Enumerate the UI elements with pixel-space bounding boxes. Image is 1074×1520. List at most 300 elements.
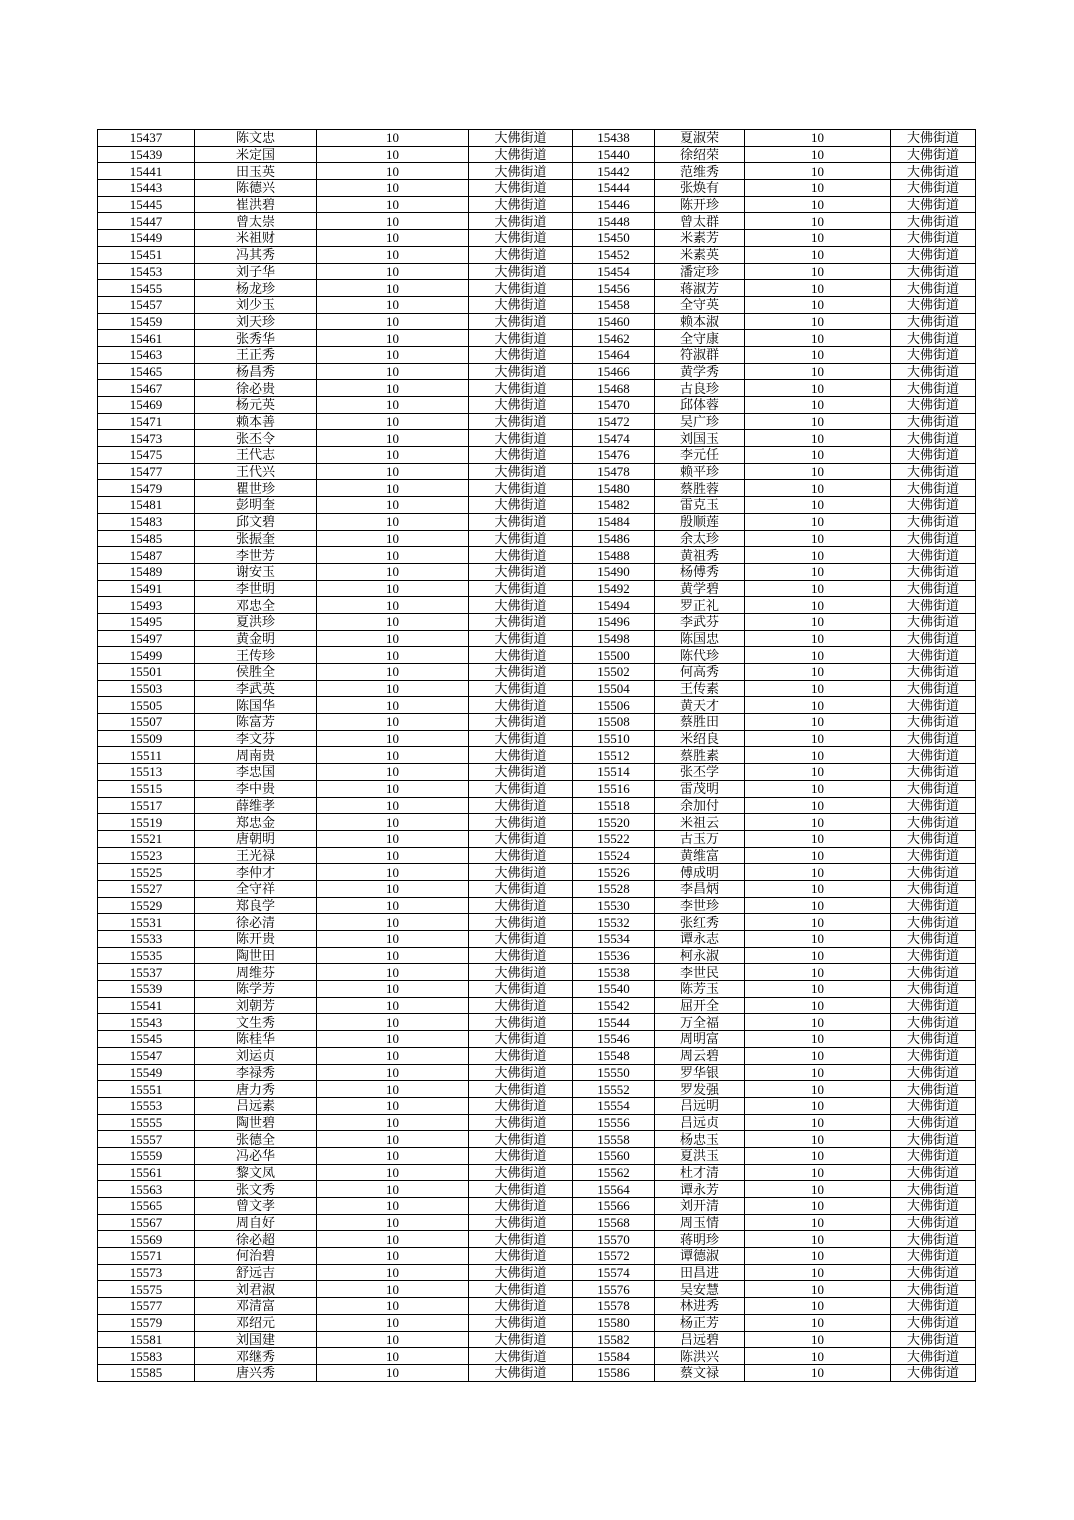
right-street-name-cell: 大佛街道: [891, 947, 976, 964]
left-person-name-cell: 赖本善: [195, 413, 317, 430]
right-amount-cell: 10: [745, 981, 891, 998]
left-record-id-cell: 15501: [98, 664, 195, 681]
right-person-name-cell: 符淑群: [655, 346, 745, 363]
right-person-name-cell: 雷克玉: [655, 497, 745, 514]
left-street-name-cell: 大佛街道: [469, 1064, 573, 1081]
right-street-name-cell: 大佛街道: [891, 730, 976, 747]
left-street-name-cell: 大佛街道: [469, 680, 573, 697]
left-person-name-cell: 黎文凤: [195, 1164, 317, 1181]
left-record-id-cell: 15549: [98, 1064, 195, 1081]
right-record-id-cell: 15502: [573, 664, 655, 681]
right-amount-cell: 10: [745, 130, 891, 147]
left-street-name-cell: 大佛街道: [469, 764, 573, 781]
right-street-name-cell: 大佛街道: [891, 163, 976, 180]
left-amount-cell: 10: [317, 1081, 469, 1098]
table-row: [98, 1231, 976, 1248]
right-amount-cell: 10: [745, 346, 891, 363]
table-row: [98, 1081, 976, 1098]
left-record-id-cell: 15485: [98, 530, 195, 547]
right-record-id-cell: 15552: [573, 1081, 655, 1098]
left-street-name-cell: 大佛街道: [469, 430, 573, 447]
left-street-name-cell: 大佛街道: [469, 1047, 573, 1064]
right-person-name-cell: 周玉情: [655, 1214, 745, 1231]
right-street-name-cell: 大佛街道: [891, 1198, 976, 1215]
right-street-name-cell: 大佛街道: [891, 1248, 976, 1265]
left-amount-cell: 10: [317, 814, 469, 831]
right-person-name-cell: 杨忠玉: [655, 1131, 745, 1148]
right-street-name-cell: 大佛街道: [891, 1364, 976, 1381]
right-street-name-cell: 大佛街道: [891, 664, 976, 681]
left-street-name-cell: 大佛街道: [469, 630, 573, 647]
right-record-id-cell: 15468: [573, 380, 655, 397]
left-record-id-cell: 15579: [98, 1314, 195, 1331]
left-person-name-cell: 刘君淑: [195, 1281, 317, 1298]
left-person-name-cell: 谢安玉: [195, 563, 317, 580]
left-person-name-cell: 杨龙珍: [195, 280, 317, 297]
right-amount-cell: 10: [745, 196, 891, 213]
right-amount-cell: 10: [745, 313, 891, 330]
left-street-name-cell: 大佛街道: [469, 597, 573, 614]
left-amount-cell: 10: [317, 680, 469, 697]
right-person-name-cell: 余太珍: [655, 530, 745, 547]
table-row: [98, 497, 976, 514]
left-person-name-cell: 米祖财: [195, 230, 317, 247]
right-record-id-cell: 15504: [573, 680, 655, 697]
right-street-name-cell: 大佛街道: [891, 1081, 976, 1098]
left-person-name-cell: 唐力秀: [195, 1081, 317, 1098]
left-person-name-cell: 周自好: [195, 1214, 317, 1231]
left-record-id-cell: 15475: [98, 447, 195, 464]
right-person-name-cell: 陈开珍: [655, 196, 745, 213]
left-amount-cell: 10: [317, 430, 469, 447]
left-street-name-cell: 大佛街道: [469, 563, 573, 580]
right-person-name-cell: 何高秀: [655, 664, 745, 681]
right-person-name-cell: 黄天才: [655, 697, 745, 714]
right-street-name-cell: 大佛街道: [891, 1164, 976, 1181]
left-street-name-cell: 大佛街道: [469, 1114, 573, 1131]
left-street-name-cell: 大佛街道: [469, 497, 573, 514]
left-amount-cell: 10: [317, 997, 469, 1014]
left-street-name-cell: 大佛街道: [469, 163, 573, 180]
left-street-name-cell: 大佛街道: [469, 1081, 573, 1098]
right-person-name-cell: 林进秀: [655, 1298, 745, 1315]
left-record-id-cell: 15513: [98, 764, 195, 781]
right-street-name-cell: 大佛街道: [891, 997, 976, 1014]
right-record-id-cell: 15438: [573, 130, 655, 147]
right-amount-cell: 10: [745, 1114, 891, 1131]
left-record-id-cell: 15573: [98, 1264, 195, 1281]
right-street-name-cell: 大佛街道: [891, 1281, 976, 1298]
table-row: [98, 1314, 976, 1331]
right-record-id-cell: 15556: [573, 1114, 655, 1131]
right-street-name-cell: 大佛街道: [891, 1047, 976, 1064]
right-record-id-cell: 15548: [573, 1047, 655, 1064]
left-person-name-cell: 唐朝明: [195, 830, 317, 847]
right-amount-cell: 10: [745, 1231, 891, 1248]
left-amount-cell: 10: [317, 163, 469, 180]
right-street-name-cell: 大佛街道: [891, 847, 976, 864]
right-person-name-cell: 刘国玉: [655, 430, 745, 447]
left-person-name-cell: 曾文孝: [195, 1198, 317, 1215]
left-amount-cell: 10: [317, 1214, 469, 1231]
left-person-name-cell: 王传珍: [195, 647, 317, 664]
right-person-name-cell: 米祖云: [655, 814, 745, 831]
right-person-name-cell: 米绍良: [655, 730, 745, 747]
left-person-name-cell: 王光禄: [195, 847, 317, 864]
right-street-name-cell: 大佛街道: [891, 296, 976, 313]
right-record-id-cell: 15480: [573, 480, 655, 497]
right-record-id-cell: 15478: [573, 463, 655, 480]
left-record-id-cell: 15535: [98, 947, 195, 964]
right-record-id-cell: 15536: [573, 947, 655, 964]
left-person-name-cell: 李世明: [195, 580, 317, 597]
right-record-id-cell: 15538: [573, 964, 655, 981]
left-record-id-cell: 15463: [98, 346, 195, 363]
right-street-name-cell: 大佛街道: [891, 363, 976, 380]
right-record-id-cell: 15574: [573, 1264, 655, 1281]
right-amount-cell: 10: [745, 180, 891, 197]
table-row: [98, 1014, 976, 1031]
right-person-name-cell: 殷顺莲: [655, 513, 745, 530]
left-person-name-cell: 陈文忠: [195, 130, 317, 147]
left-record-id-cell: 15583: [98, 1348, 195, 1365]
left-person-name-cell: 陈学芳: [195, 981, 317, 998]
right-record-id-cell: 15458: [573, 296, 655, 313]
left-record-id-cell: 15465: [98, 363, 195, 380]
left-amount-cell: 10: [317, 714, 469, 731]
right-amount-cell: 10: [745, 1364, 891, 1381]
left-person-name-cell: 王代志: [195, 447, 317, 464]
left-street-name-cell: 大佛街道: [469, 1264, 573, 1281]
right-person-name-cell: 蒋明珍: [655, 1231, 745, 1248]
table-row: [98, 997, 976, 1014]
left-amount-cell: 10: [317, 1331, 469, 1348]
right-street-name-cell: 大佛街道: [891, 530, 976, 547]
right-street-name-cell: 大佛街道: [891, 380, 976, 397]
table-row: [98, 296, 976, 313]
left-person-name-cell: 刘子华: [195, 263, 317, 280]
right-record-id-cell: 15450: [573, 230, 655, 247]
left-street-name-cell: 大佛街道: [469, 1281, 573, 1298]
right-street-name-cell: 大佛街道: [891, 964, 976, 981]
right-record-id-cell: 15520: [573, 814, 655, 831]
left-person-name-cell: 郑良学: [195, 897, 317, 914]
right-street-name-cell: 大佛街道: [891, 547, 976, 564]
left-record-id-cell: 15525: [98, 864, 195, 881]
right-street-name-cell: 大佛街道: [891, 680, 976, 697]
right-record-id-cell: 15518: [573, 797, 655, 814]
left-record-id-cell: 15585: [98, 1364, 195, 1381]
right-person-name-cell: 赖本淑: [655, 313, 745, 330]
left-person-name-cell: 郑忠金: [195, 814, 317, 831]
right-street-name-cell: 大佛街道: [891, 230, 976, 247]
right-record-id-cell: 15542: [573, 997, 655, 1014]
right-person-name-cell: 徐绍荣: [655, 146, 745, 163]
right-amount-cell: 10: [745, 1248, 891, 1265]
right-amount-cell: 10: [745, 697, 891, 714]
table-row: [98, 530, 976, 547]
left-person-name-cell: 李文芬: [195, 730, 317, 747]
right-person-name-cell: 柯永淑: [655, 947, 745, 964]
right-amount-cell: 10: [745, 1081, 891, 1098]
right-record-id-cell: 15464: [573, 346, 655, 363]
right-record-id-cell: 15526: [573, 864, 655, 881]
right-street-name-cell: 大佛街道: [891, 597, 976, 614]
left-amount-cell: 10: [317, 480, 469, 497]
left-amount-cell: 10: [317, 764, 469, 781]
left-amount-cell: 10: [317, 647, 469, 664]
left-street-name-cell: 大佛街道: [469, 714, 573, 731]
left-amount-cell: 10: [317, 1097, 469, 1114]
left-street-name-cell: 大佛街道: [469, 1131, 573, 1148]
table-row: [98, 513, 976, 530]
left-amount-cell: 10: [317, 563, 469, 580]
table-row: [98, 1198, 976, 1215]
right-record-id-cell: 15440: [573, 146, 655, 163]
right-person-name-cell: 黄学碧: [655, 580, 745, 597]
right-amount-cell: 10: [745, 1014, 891, 1031]
right-amount-cell: 10: [745, 880, 891, 897]
right-amount-cell: 10: [745, 330, 891, 347]
left-person-name-cell: 曾太崇: [195, 213, 317, 230]
left-person-name-cell: 李忠国: [195, 764, 317, 781]
right-person-name-cell: 蔡胜蓉: [655, 480, 745, 497]
right-street-name-cell: 大佛街道: [891, 1214, 976, 1231]
right-person-name-cell: 万全福: [655, 1014, 745, 1031]
left-person-name-cell: 刘少玉: [195, 296, 317, 313]
left-amount-cell: 10: [317, 797, 469, 814]
left-amount-cell: 10: [317, 1364, 469, 1381]
right-street-name-cell: 大佛街道: [891, 1131, 976, 1148]
left-record-id-cell: 15489: [98, 563, 195, 580]
left-person-name-cell: 李世芳: [195, 547, 317, 564]
left-amount-cell: 10: [317, 246, 469, 263]
left-person-name-cell: 徐必超: [195, 1231, 317, 1248]
right-amount-cell: 10: [745, 463, 891, 480]
left-street-name-cell: 大佛街道: [469, 1364, 573, 1381]
right-person-name-cell: 蔡胜田: [655, 714, 745, 731]
table-row: [98, 1031, 976, 1048]
table-row: [98, 280, 976, 297]
right-record-id-cell: 15508: [573, 714, 655, 731]
right-person-name-cell: 古玉万: [655, 830, 745, 847]
left-street-name-cell: 大佛街道: [469, 1231, 573, 1248]
left-record-id-cell: 15483: [98, 513, 195, 530]
right-street-name-cell: 大佛街道: [891, 180, 976, 197]
table-row: [98, 130, 976, 147]
left-amount-cell: 10: [317, 330, 469, 347]
table-row: [98, 363, 976, 380]
right-street-name-cell: 大佛街道: [891, 780, 976, 797]
left-person-name-cell: 刘朝芳: [195, 997, 317, 1014]
left-amount-cell: 10: [317, 1031, 469, 1048]
table-row: [98, 413, 976, 430]
right-street-name-cell: 大佛街道: [891, 1264, 976, 1281]
right-street-name-cell: 大佛街道: [891, 1147, 976, 1164]
left-person-name-cell: 瞿世珍: [195, 480, 317, 497]
left-street-name-cell: 大佛街道: [469, 380, 573, 397]
left-person-name-cell: 徐必清: [195, 914, 317, 931]
right-person-name-cell: 米素英: [655, 246, 745, 263]
table-row: [98, 1298, 976, 1315]
table-row: [98, 1097, 976, 1114]
right-street-name-cell: 大佛街道: [891, 430, 976, 447]
right-amount-cell: 10: [745, 447, 891, 464]
left-record-id-cell: 15557: [98, 1131, 195, 1148]
table-row: [98, 764, 976, 781]
right-person-name-cell: 罗华银: [655, 1064, 745, 1081]
table-row: [98, 213, 976, 230]
right-record-id-cell: 15560: [573, 1147, 655, 1164]
left-record-id-cell: 15543: [98, 1014, 195, 1031]
left-person-name-cell: 张德全: [195, 1131, 317, 1148]
left-person-name-cell: 崔洪碧: [195, 196, 317, 213]
right-person-name-cell: 潘定珍: [655, 263, 745, 280]
right-person-name-cell: 周明富: [655, 1031, 745, 1048]
right-person-name-cell: 范维秀: [655, 163, 745, 180]
left-record-id-cell: 15473: [98, 430, 195, 447]
table-row: [98, 1331, 976, 1348]
right-street-name-cell: 大佛街道: [891, 513, 976, 530]
right-record-id-cell: 15528: [573, 880, 655, 897]
left-record-id-cell: 15511: [98, 747, 195, 764]
left-amount-cell: 10: [317, 1131, 469, 1148]
right-street-name-cell: 大佛街道: [891, 263, 976, 280]
right-record-id-cell: 15446: [573, 196, 655, 213]
right-amount-cell: 10: [745, 280, 891, 297]
left-person-name-cell: 杨元英: [195, 397, 317, 414]
left-street-name-cell: 大佛街道: [469, 847, 573, 864]
left-person-name-cell: 邓清富: [195, 1298, 317, 1315]
right-street-name-cell: 大佛街道: [891, 196, 976, 213]
table-row: [98, 864, 976, 881]
left-person-name-cell: 冯其秀: [195, 246, 317, 263]
right-record-id-cell: 15444: [573, 180, 655, 197]
right-record-id-cell: 15580: [573, 1314, 655, 1331]
right-record-id-cell: 15544: [573, 1014, 655, 1031]
right-person-name-cell: 傅成明: [655, 864, 745, 881]
left-record-id-cell: 15533: [98, 931, 195, 948]
left-amount-cell: 10: [317, 397, 469, 414]
right-amount-cell: 10: [745, 597, 891, 614]
right-amount-cell: 10: [745, 547, 891, 564]
right-street-name-cell: 大佛街道: [891, 931, 976, 948]
left-person-name-cell: 徐必贵: [195, 380, 317, 397]
right-street-name-cell: 大佛街道: [891, 697, 976, 714]
right-amount-cell: 10: [745, 1198, 891, 1215]
table-body: [98, 130, 976, 1382]
right-amount-cell: 10: [745, 630, 891, 647]
right-person-name-cell: 全守英: [655, 296, 745, 313]
left-street-name-cell: 大佛街道: [469, 363, 573, 380]
right-record-id-cell: 15576: [573, 1281, 655, 1298]
table-row: [98, 613, 976, 630]
left-street-name-cell: 大佛街道: [469, 864, 573, 881]
left-street-name-cell: 大佛街道: [469, 1298, 573, 1315]
left-amount-cell: 10: [317, 497, 469, 514]
right-person-name-cell: 李元任: [655, 447, 745, 464]
left-record-id-cell: 15575: [98, 1281, 195, 1298]
right-street-name-cell: 大佛街道: [891, 130, 976, 147]
right-person-name-cell: 古良珍: [655, 380, 745, 397]
left-amount-cell: 10: [317, 630, 469, 647]
right-amount-cell: 10: [745, 730, 891, 747]
left-person-name-cell: 黄金明: [195, 630, 317, 647]
left-person-name-cell: 田玉英: [195, 163, 317, 180]
right-street-name-cell: 大佛街道: [891, 613, 976, 630]
right-amount-cell: 10: [745, 964, 891, 981]
left-person-name-cell: 邓继秀: [195, 1348, 317, 1365]
left-record-id-cell: 15527: [98, 880, 195, 897]
right-amount-cell: 10: [745, 814, 891, 831]
right-street-name-cell: 大佛街道: [891, 747, 976, 764]
right-street-name-cell: 大佛街道: [891, 897, 976, 914]
right-person-name-cell: 杜才清: [655, 1164, 745, 1181]
right-amount-cell: 10: [745, 947, 891, 964]
left-person-name-cell: 张文秀: [195, 1181, 317, 1198]
left-amount-cell: 10: [317, 447, 469, 464]
right-person-name-cell: 蔡胜素: [655, 747, 745, 764]
right-amount-cell: 10: [745, 1348, 891, 1365]
right-record-id-cell: 15546: [573, 1031, 655, 1048]
right-amount-cell: 10: [745, 747, 891, 764]
left-amount-cell: 10: [317, 747, 469, 764]
right-person-name-cell: 陈国忠: [655, 630, 745, 647]
left-amount-cell: 10: [317, 1164, 469, 1181]
table-row: [98, 346, 976, 363]
right-amount-cell: 10: [745, 230, 891, 247]
left-street-name-cell: 大佛街道: [469, 413, 573, 430]
left-record-id-cell: 15471: [98, 413, 195, 430]
left-street-name-cell: 大佛街道: [469, 1031, 573, 1048]
left-amount-cell: 10: [317, 864, 469, 881]
left-record-id-cell: 15491: [98, 580, 195, 597]
right-amount-cell: 10: [745, 413, 891, 430]
left-amount-cell: 10: [317, 780, 469, 797]
left-amount-cell: 10: [317, 513, 469, 530]
right-amount-cell: 10: [745, 1281, 891, 1298]
right-street-name-cell: 大佛街道: [891, 981, 976, 998]
left-street-name-cell: 大佛街道: [469, 180, 573, 197]
right-street-name-cell: 大佛街道: [891, 797, 976, 814]
right-street-name-cell: 大佛街道: [891, 764, 976, 781]
right-person-name-cell: 陈代珍: [655, 647, 745, 664]
right-street-name-cell: 大佛街道: [891, 830, 976, 847]
right-amount-cell: 10: [745, 430, 891, 447]
left-amount-cell: 10: [317, 313, 469, 330]
left-person-name-cell: 刘运贞: [195, 1047, 317, 1064]
right-person-name-cell: 夏淑荣: [655, 130, 745, 147]
right-record-id-cell: 15572: [573, 1248, 655, 1265]
left-record-id-cell: 15567: [98, 1214, 195, 1231]
left-amount-cell: 10: [317, 880, 469, 897]
left-amount-cell: 10: [317, 1281, 469, 1298]
left-street-name-cell: 大佛街道: [469, 914, 573, 931]
table-row: [98, 1064, 976, 1081]
left-street-name-cell: 大佛街道: [469, 463, 573, 480]
left-street-name-cell: 大佛街道: [469, 814, 573, 831]
left-person-name-cell: 文生秀: [195, 1014, 317, 1031]
right-record-id-cell: 15532: [573, 914, 655, 931]
left-record-id-cell: 15565: [98, 1198, 195, 1215]
right-person-name-cell: 杨正芳: [655, 1314, 745, 1331]
left-amount-cell: 10: [317, 1314, 469, 1331]
left-amount-cell: 10: [317, 931, 469, 948]
left-person-name-cell: 薛维孝: [195, 797, 317, 814]
table-row: [98, 747, 976, 764]
left-street-name-cell: 大佛街道: [469, 931, 573, 948]
left-person-name-cell: 陈富芳: [195, 714, 317, 731]
